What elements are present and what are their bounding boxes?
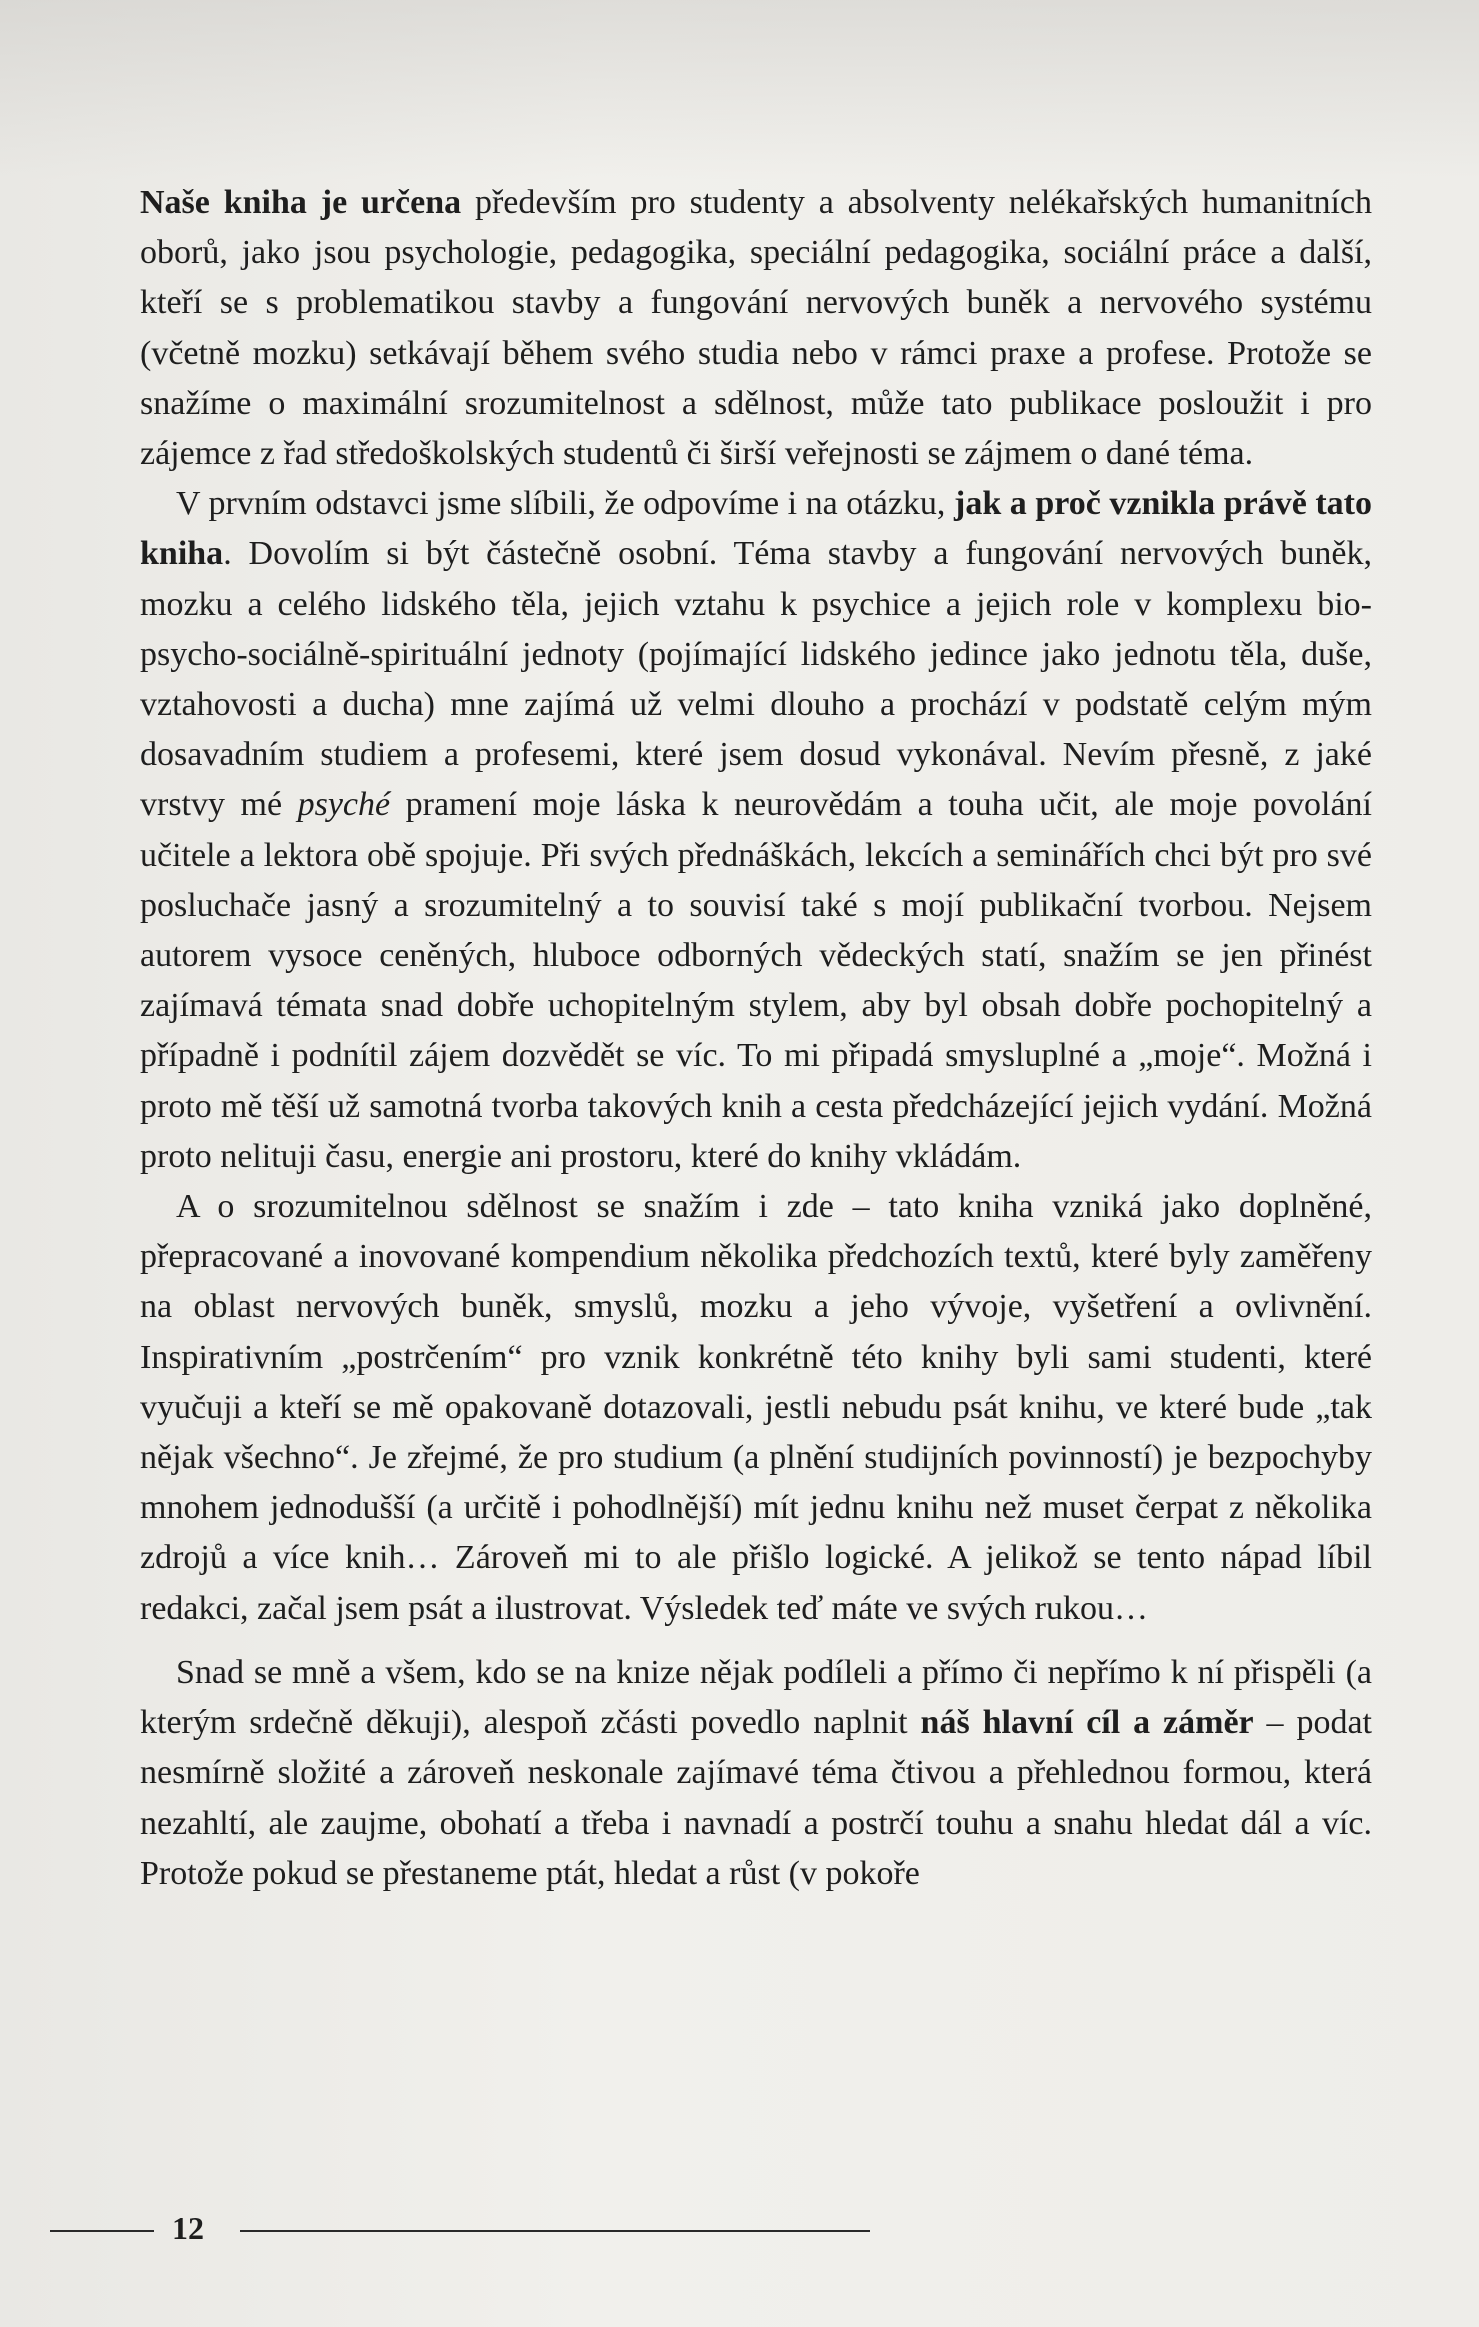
paragraph-4-bold-phrase: náš hlavní cíl a záměr	[920, 1704, 1254, 1742]
paragraph-2-text-c: pramení moje láska k neurovědám a touha učit, ale moje povolání učitele a lektora obě spojuje. Při svých přednáškách, lekcích a seminářích chci být pro své posluchače jasný a srozumitelný a to souvisí také s mojí publikační tvorbou. Nejsem autorem vysoce ceněných, hluboce odborných vědeckých statí, snažím se jen přinést zajímavá témata snad dobře uchopitelným stylem, aby byl obsah dobře pochopitelný a případně i podnítil zájem dozvědět se víc. To mi připadá smysluplné a „moje“. Možná i proto mě těší už samotná tvorba takových knih a cesta předcházející jejich vydání. Možná proto nelituji času, energie ani prostoru, které do knihy vkládám.	[140, 786, 1372, 1175]
paragraph-2-text-b: . Dovolím si být částečně osobní. Téma stavby a fungování nervových buněk, mozku a celého lidského těla, jejich vztahu k psychice a jejich role v komplexu bio-psycho-sociálně-spirituální jednoty (pojímající lidského jedince jako jednotu těla, duše, vztahovosti a ducha) mne zajímá už velmi dlouho a prochází v podstatě celým mým dosavadním studiem a profesemi, které jsem dosud vykonával. Nevím přesně, z jaké vrstvy mé	[140, 535, 1372, 824]
paragraph-2-text-a: V prvním odstavci jsme slíbili, že odpovíme i na otázku,	[176, 485, 954, 523]
paragraph-3	[140, 1182, 1372, 1634]
paragraph-4-text-b: – podat nesmírně složité a zároveň neskonale zajímavé téma čtivou a přehlednou formou, která nezahltí, ale zaujme, obohatí a třeba i navnadí a postrčí touhu a snahu hledat dál a víc. Protože pokud se přestaneme ptát, hledat a růst (v pokoře	[140, 1704, 1372, 1892]
paragraph-4-text-a: Snad se mně a všem, kdo se na knize nějak podíleli a přímo či nepřímo k ní přispěli (a kterým srdečně děkuji), alespoň zčásti povedlo naplnit	[140, 1653, 1372, 1742]
paragraph-2-italic-word: psyché	[297, 786, 391, 824]
paragraph-1-text: především pro studenty a absolventy nelékařských humanitních oborů, jako jsou psychologie, pedagogika, speciální pedagogika, sociální práce a další, kteří se s problematikou stavby a fungování nervových buněk a nervového systému (včetně mozku) setkávají během svého studia nebo v rámci praxe a profese. Protože se snažíme o maximální srozumitelnost a sdělnost, může tato publikace posloužit i pro zájemce z řad středoškolských studentů či širší veřejnosti se zájmem o dané téma.	[140, 184, 1372, 473]
page-number: 12	[172, 2210, 204, 2246]
page-footer	[50, 2210, 870, 2250]
paragraph-2	[140, 479, 1372, 1182]
paragraph-2-bold-phrase: jak a proč vznikla právě tato kniha	[140, 485, 1373, 573]
body-text	[140, 178, 1372, 1899]
paragraph-4	[140, 1648, 1372, 1899]
paragraph-1	[140, 178, 1372, 479]
paragraph-3-text: A o srozumitelnou sdělnost se snažím i zde – tato kniha vzniká jako doplněné, přepracované a inovované kompendium několika předchozích textů, které byly zaměřeny na oblast nervových buněk, smyslů, mozku a jeho vývoje, vyšetření a ovlivnění. Inspirativním „postrčením“ pro vznik konkrétně této knihy byli sami studenti, které vyučuji a kteří se mě opakovaně dotazovali, jestli nebudu psát knihu, ve které bude „tak nějak všechno“. Je zřejmé, že pro studium (a plnění studijních povinností) je bezpochyby mnohem jednodušší (a určitě i pohodlnější) mít jednu knihu než muset čerpat z několika zdrojů a více knih… Zároveň mi to ale přišlo logické. A jelikož se tento nápad líbil redakci, začal jsem psát a ilustrovat. Výsledek teď máte ve svých rukou…	[140, 1188, 1372, 1627]
footer-rule-left	[50, 2230, 154, 2232]
footer-rule-right	[240, 2230, 870, 2232]
paragraph-1-bold-lead: Naše kniha je určena	[140, 184, 462, 221]
